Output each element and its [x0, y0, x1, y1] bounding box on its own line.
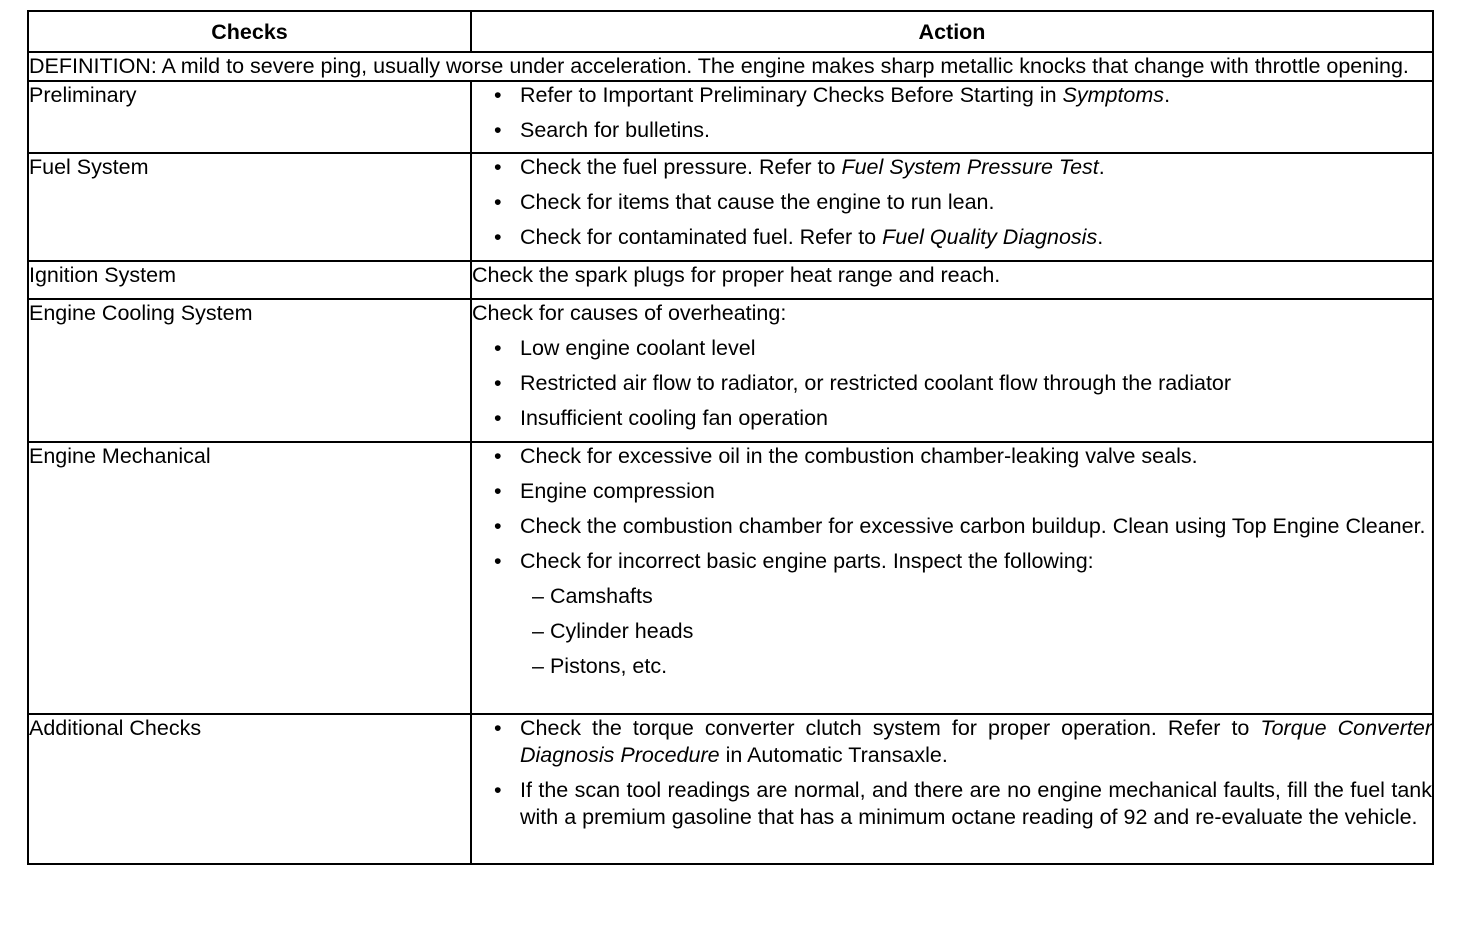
action-cell [471, 261, 1433, 299]
item-text: Check the fuel pressure. Refer to [520, 155, 842, 179]
header-row [28, 11, 1433, 52]
bullet-icon: • [494, 118, 502, 142]
definition-text: DEFINITION: A mild to severe ping, usually worse under acceleration. The engine makes sharp metallic knocks that change with throttle opening. [28, 52, 1433, 81]
list-item [472, 513, 1432, 540]
action-text: Check for causes of overheating: [472, 301, 787, 325]
bullet-icon: • [494, 778, 502, 802]
bullet-icon: • [494, 716, 502, 740]
item-text: Refer to Important Preliminary Checks Before Starting in [520, 83, 1063, 107]
table-row [28, 442, 1433, 714]
list-item [472, 154, 1432, 181]
bullet-icon: • [494, 406, 502, 430]
bullet-icon: • [494, 371, 502, 395]
item-text: Insufficient cooling fan operation [520, 406, 828, 430]
dash-icon: – [532, 584, 544, 608]
list-item [472, 117, 1432, 144]
list-item [472, 548, 1432, 680]
table-row [28, 81, 1433, 153]
list-item [472, 478, 1432, 505]
bullet-icon: • [494, 444, 502, 468]
list-item [472, 715, 1432, 769]
check-label: Preliminary [28, 81, 471, 153]
item-text: If the scan tool readings are normal, and there are no engine mechanical faults, fill the fuel tank with a premium gasoline that has a minimum octane reading of 92 and re-evaluate the vehicle. [520, 778, 1432, 829]
action-cell [471, 81, 1433, 153]
item-text: Check the torque converter clutch system for proper operation. Refer to [520, 716, 1261, 740]
check-label: Fuel System [28, 153, 471, 261]
item-text: Low engine coolant level [520, 336, 756, 360]
item-text-after: in Automatic Transaxle. [719, 743, 948, 767]
list-item [472, 335, 1432, 362]
list-item [472, 777, 1432, 831]
checks-header: Checks [28, 11, 471, 52]
sub-item-text: Pistons, etc. [549, 654, 668, 678]
table-row [28, 299, 1433, 442]
list-item [472, 224, 1432, 251]
reference-link: Fuel System Pressure Test [841, 155, 1099, 179]
reference-link: Symptoms [1062, 83, 1165, 107]
action-header: Action [471, 11, 1433, 52]
sub-item-text: Camshafts [549, 584, 653, 608]
table-row [28, 714, 1433, 864]
bullet-icon: • [494, 336, 502, 360]
action-cell [471, 714, 1433, 864]
action-text: Check the spark plugs for proper heat range and reach. [472, 263, 1001, 287]
check-label: Engine Cooling System [28, 299, 471, 442]
sub-list-item [532, 653, 1432, 680]
item-text-after: . [1097, 225, 1104, 249]
diagnostic-table [27, 10, 1434, 865]
reference-link: Fuel Quality Diagnosis [882, 225, 1098, 249]
definition-row [28, 52, 1433, 81]
item-text: Check for excessive oil in the combustion chamber-leaking valve seals. [520, 444, 1198, 468]
item-text-after: . [1164, 83, 1171, 107]
list-item [472, 189, 1432, 216]
item-text: Check for contaminated fuel. Refer to [520, 225, 883, 249]
item-text: Search for bulletins. [520, 118, 711, 142]
action-cell [471, 299, 1433, 442]
sub-list-item [532, 618, 1432, 645]
table-row [28, 153, 1433, 261]
check-label: Additional Checks [28, 714, 471, 864]
bullet-icon: • [494, 479, 502, 503]
sub-list-item [532, 583, 1432, 610]
action-cell [471, 442, 1433, 714]
check-label: Ignition System [28, 261, 471, 299]
table-row [28, 261, 1433, 299]
item-text: Check for items that cause the engine to run lean. [520, 190, 995, 214]
item-text: Restricted air flow to radiator, or restricted coolant flow through the radiator [520, 371, 1232, 395]
bullet-icon: • [494, 190, 502, 214]
sub-list [520, 583, 1432, 680]
list-item [472, 370, 1432, 397]
bullet-icon: • [494, 83, 502, 107]
list-item [472, 443, 1432, 470]
bullet-icon: • [494, 514, 502, 538]
bullet-icon: • [494, 155, 502, 179]
action-cell [471, 153, 1433, 261]
check-label: Engine Mechanical [28, 442, 471, 714]
item-text: Check for incorrect basic engine parts. Inspect the following: [520, 549, 1094, 573]
item-text-after: . [1098, 155, 1105, 179]
dash-icon: – [532, 619, 544, 643]
sub-item-text: Cylinder heads [549, 619, 694, 643]
dash-icon: – [532, 654, 544, 678]
page [27, 10, 1432, 865]
bullet-icon: • [494, 225, 502, 249]
list-item [472, 405, 1432, 432]
list-item [472, 82, 1432, 109]
item-text: Check the combustion chamber for excessive carbon buildup. Clean using Top Engine Cleaner. [520, 514, 1426, 538]
bullet-icon: • [494, 549, 502, 573]
item-text: Engine compression [520, 479, 715, 503]
reference-link: Torque Converter Diagnosis Procedure [520, 716, 1432, 767]
